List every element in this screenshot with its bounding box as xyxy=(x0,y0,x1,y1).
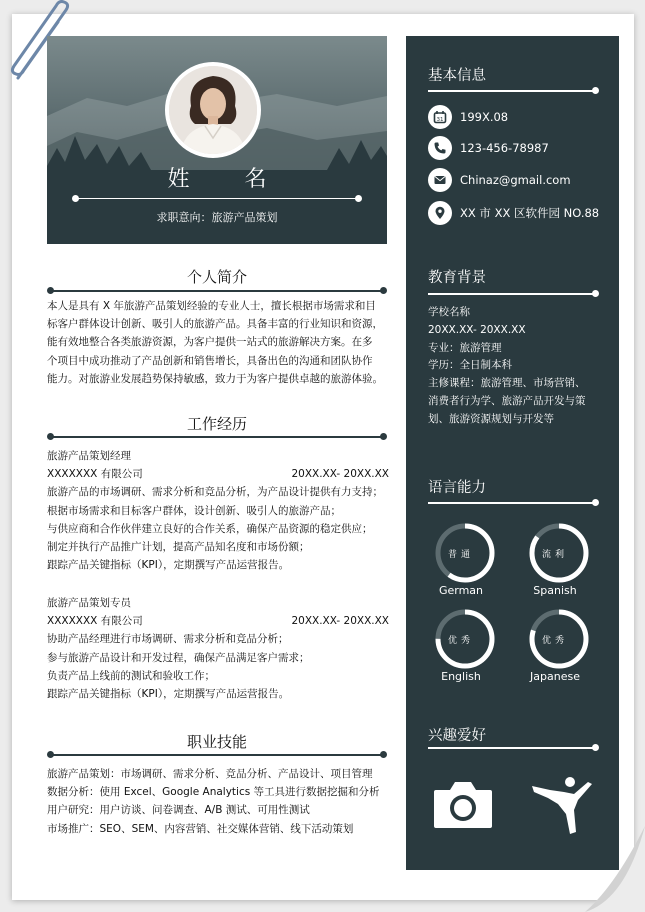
education-line: 20XX.XX- 20XX.XX xyxy=(428,323,526,336)
job-duty: 协助产品经理进行市场调研、需求分析和竞品分析； xyxy=(47,633,289,646)
job-position: 旅游产品策划经理 xyxy=(47,450,131,462)
divider-dot xyxy=(355,195,362,202)
job-duty: 参与旅游产品设计和开发过程，确保产品满足客户需求； xyxy=(47,651,310,664)
language-name: English xyxy=(441,670,481,683)
job-duty: 与供应商和合作伙伴建立良好的合作关系，确保产品资源的稳定供应； xyxy=(47,522,373,535)
divider-dot xyxy=(47,287,54,294)
email-value: Chinaz@gmail.com xyxy=(460,173,571,187)
header-banner xyxy=(47,36,387,244)
language-name: Spanish xyxy=(533,584,577,597)
job-entry xyxy=(47,447,389,574)
sidebar xyxy=(406,36,619,870)
language-name: Japanese xyxy=(530,670,580,683)
language-item xyxy=(524,522,594,597)
divider-dot xyxy=(592,87,599,94)
divider-dot xyxy=(592,744,599,751)
language-name: German xyxy=(438,584,484,597)
email-item xyxy=(428,168,571,192)
job-duty: 跟踪产品关键指标（KPI），定期撰写产品运营报告。 xyxy=(47,688,290,701)
page-curl xyxy=(585,826,645,912)
job-duty: 负责产品上线前的测试和验收工作； xyxy=(47,669,215,682)
job-position: 旅游产品策划专员 xyxy=(47,597,131,609)
phone-value: 123-456-78987 xyxy=(460,141,549,155)
divider-dot xyxy=(72,195,79,202)
sidebar-divider xyxy=(428,90,594,92)
language-level: 普通 xyxy=(447,549,474,560)
section-divider xyxy=(50,290,384,292)
job-duty: 跟踪产品关键指标（KPI），定期撰写产品运营报告。 xyxy=(47,559,290,572)
profile-line: 个项目中成功推动了产品创新和销售增长，具备出色的沟通和团队协作 xyxy=(47,354,373,367)
svg-text:31: 31 xyxy=(436,117,444,123)
address-value: XX 市 XX 区软件园 NO.88 xyxy=(460,206,600,220)
education-line: 专业：旅游管理 xyxy=(428,341,502,354)
language-level: 优秀 xyxy=(541,635,568,646)
header-divider xyxy=(75,198,359,199)
skills-title: 职业技能 xyxy=(186,733,247,751)
phone-icon xyxy=(428,136,452,160)
languages-title: 语言能力 xyxy=(428,480,486,496)
birth-value: 199X.08 xyxy=(460,110,509,124)
job-company-row xyxy=(47,612,389,630)
job-entry xyxy=(47,594,389,703)
section-divider xyxy=(50,436,384,438)
calendar-icon xyxy=(428,105,452,129)
job-company: XXXXXXX 有限公司 xyxy=(47,615,143,628)
candidate-name: 姓 名 xyxy=(167,167,291,192)
education-line: 主修课程：旅游管理、市场营销、 xyxy=(428,377,586,390)
sidebar-divider xyxy=(428,502,594,504)
job-period: 20XX.XX- 20XX.XX xyxy=(291,615,389,628)
address-item xyxy=(428,201,599,225)
skills-text xyxy=(47,765,389,838)
skill-line: 用户研究：用户访谈、问卷调查、A/B 测试、可用性测试 xyxy=(47,804,310,817)
profile-line: 能力。对旅游业发展趋势保持敏感，致力于为客户提供卓越的旅游体验。 xyxy=(47,372,383,385)
mail-icon xyxy=(428,168,452,192)
profile-line: 本人是具有 X 年旅游产品策划经验的专业人士，擅长根据市场需求和目 xyxy=(47,300,376,312)
experience-title: 工作经历 xyxy=(186,415,247,433)
divider-dot xyxy=(592,499,599,506)
profile-line: 能有效地整合各类旅游资源，为客户提供一站式的旅游解决方案。在多 xyxy=(47,336,373,349)
divider-dot xyxy=(47,433,54,440)
divider-dot xyxy=(380,433,387,440)
divider-dot xyxy=(380,751,387,758)
language-item xyxy=(524,608,594,683)
location-pin-icon xyxy=(428,201,452,225)
hobbies-title: 兴趣爱好 xyxy=(428,728,486,744)
phone-item xyxy=(428,136,549,160)
education-line: 划、旅游资源规划与开发等 xyxy=(428,412,554,425)
sidebar-divider xyxy=(428,747,594,749)
education-line: 学历：全日制本科 xyxy=(428,359,512,372)
skill-line: 旅游产品策划：市场调研、需求分析、竞品分析、产品设计、项目管理 xyxy=(47,768,373,780)
job-intent: 求职意向：旅游产品策划 xyxy=(156,211,278,224)
profile-title: 个人简介 xyxy=(186,268,247,286)
camera-icon xyxy=(432,778,494,830)
job-company: XXXXXXX 有限公司 xyxy=(47,468,143,481)
education-line: 消费者行为学、旅游产品开发与策 xyxy=(428,394,586,407)
education-text xyxy=(428,304,608,429)
job-duty: 旅游产品的市场调研、需求分析和竞品分析，为产品设计提供有力支持； xyxy=(47,486,383,499)
language-level: 流利 xyxy=(541,549,568,560)
job-duty: 根据市场需求和目标客户群体，设计创新、吸引人的旅游产品； xyxy=(47,504,341,517)
basic-info-title: 基本信息 xyxy=(428,68,486,84)
divider-dot xyxy=(47,751,54,758)
section-divider xyxy=(50,754,384,756)
education-title: 教育背景 xyxy=(428,270,486,286)
education-line: 学校名称 xyxy=(428,306,470,318)
divider-dot xyxy=(592,290,599,297)
job-period: 20XX.XX- 20XX.XX xyxy=(291,468,389,481)
language-item xyxy=(430,608,500,683)
skill-line: 数据分析：使用 Excel、Google Analytics 等工具进行数据挖掘和分析 xyxy=(47,786,380,799)
profile-line: 标客户群体设计创新、吸引人的旅游产品。具备丰富的行业知识和资源， xyxy=(47,318,383,331)
skill-line: 市场推广：SEO、SEM、内容营销、社交媒体营销、线下活动策划 xyxy=(47,822,354,835)
language-item xyxy=(430,522,500,597)
divider-dot xyxy=(380,287,387,294)
birth-item xyxy=(428,105,508,129)
profile-text xyxy=(47,297,389,388)
job-company-row xyxy=(47,465,389,483)
language-level: 优秀 xyxy=(447,635,474,646)
job-duty: 制定并执行产品推广计划，提高产品知名度和市场份额； xyxy=(47,541,310,554)
sidebar-divider xyxy=(428,293,594,295)
avatar xyxy=(165,62,261,158)
